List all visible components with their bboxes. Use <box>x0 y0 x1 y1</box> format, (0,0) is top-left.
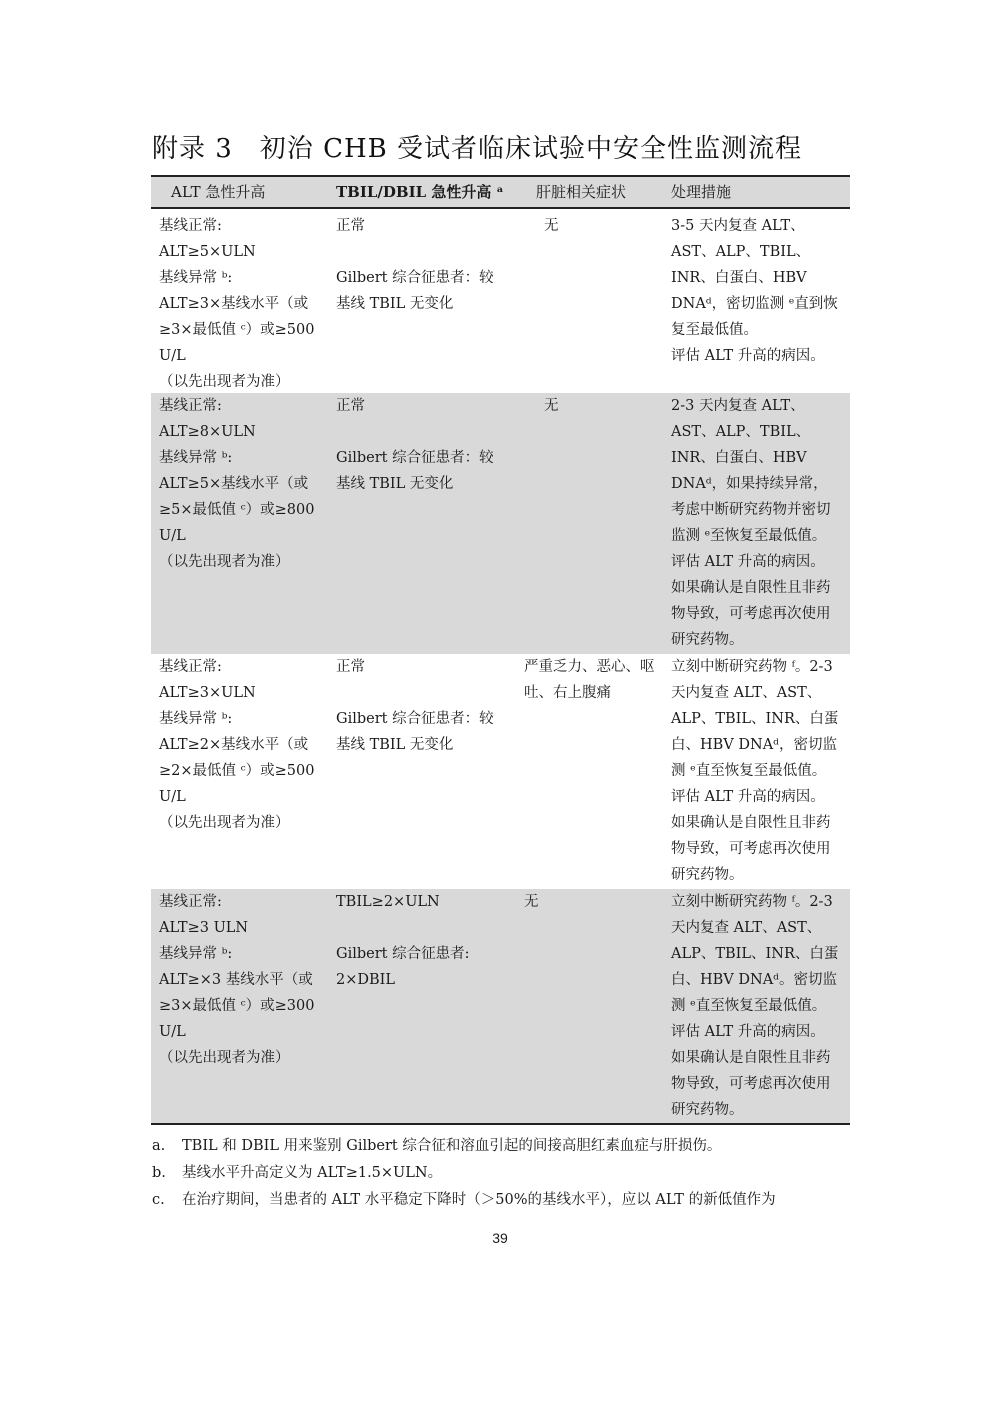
cell-line: ALP、TBIL、INR、白蛋 <box>671 946 839 962</box>
cell-line: 复至最低值。 <box>671 322 758 338</box>
cell-line: 测 ᵉ直至恢复至最低值。 <box>671 763 827 779</box>
tbil-criteria-cell <box>336 889 516 1123</box>
liver-symptoms-cell <box>516 654 671 889</box>
cell-line: （以先出现者为准） <box>159 1050 290 1066</box>
cell-line: U/L <box>159 1024 186 1040</box>
page-number: 39 <box>492 1230 508 1246</box>
cell-line: （以先出现者为准） <box>159 815 290 831</box>
cell-line: 如果确认是自限性且非药 <box>671 1050 831 1066</box>
liver-symptoms-cell <box>516 393 671 654</box>
cell-line: 基线异常 ᵇ: <box>159 450 233 466</box>
cell-line: INR、白蛋白、HBV <box>671 450 807 466</box>
alt-criteria-cell <box>151 889 336 1123</box>
cell-line: ALT≥5×基线水平（或 <box>159 476 309 492</box>
header-action: 处理措施 <box>671 183 732 201</box>
cell-line: 测 ᵉ直至恢复至最低值。 <box>671 998 827 1014</box>
cell-line: （以先出现者为准） <box>159 554 290 570</box>
cell-line: 评估 ALT 升高的病因。 <box>671 789 825 805</box>
alt-criteria-cell <box>151 654 336 889</box>
cell-line: 基线正常: <box>159 218 222 234</box>
cell-line: Gilbert 综合征患者：较 <box>336 711 494 727</box>
cell-line: ALT≥5×ULN <box>159 244 256 260</box>
cell-line: 监测 ᵉ至恢复至最低值。 <box>671 528 827 544</box>
cell-line: 立刻中断研究药物 ᶠ。2-3 <box>671 659 833 675</box>
cell-line: 天内复查 ALT、AST、 <box>671 920 822 936</box>
alt-criteria-cell <box>151 393 336 654</box>
cell-line: 评估 ALT 升高的病因。 <box>671 1024 825 1040</box>
cell-line: 基线 TBIL 无变化 <box>336 737 454 753</box>
cell-line: Gilbert 综合征患者：较 <box>336 450 494 466</box>
cell-line: 立刻中断研究药物 ᶠ。2-3 <box>671 894 833 910</box>
tbil-criteria-cell <box>336 393 516 654</box>
cell-line: 研究药物。 <box>671 867 744 883</box>
cell-line: 天内复查 ALT、AST、 <box>671 685 822 701</box>
cell-line: DNAᵈ，密切监测 ᵉ直到恢 <box>671 296 838 312</box>
cell-line: 基线异常 ᵇ: <box>159 946 233 962</box>
page-title: 附录 3 初治 CHB 受试者临床试验中安全性监测流程 <box>152 134 803 164</box>
cell-line: 如果确认是自限性且非药 <box>671 580 831 596</box>
safety-monitoring-table <box>151 175 850 1125</box>
liver-symptoms-cell <box>516 213 671 393</box>
action-cell <box>671 654 850 889</box>
footnote: b. 基线水平升高定义为 ALT≥1.5×ULN。 <box>152 1165 443 1181</box>
header-alt: ALT 急性升高 <box>171 183 266 201</box>
cell-line: AST、ALP、TBIL、 <box>671 424 811 440</box>
footnotes <box>152 1133 852 1214</box>
cell-line: ≥3×最低值 ᶜ）或≥300 <box>159 998 315 1014</box>
alt-criteria-cell <box>151 213 336 393</box>
cell-line: ALT≥3×基线水平（或 <box>159 296 309 312</box>
cell-line: ALT≥3×ULN <box>159 685 256 701</box>
cell-line: 评估 ALT 升高的病因。 <box>671 554 825 570</box>
cell-line: 物导致，可考虑再次使用 <box>671 841 831 857</box>
cell-line: U/L <box>159 789 186 805</box>
cell-line: ≥5×最低值 ᶜ）或≥800 <box>159 502 315 518</box>
cell-line <box>336 680 516 706</box>
cell-line: 无 <box>544 218 559 234</box>
cell-line: 如果确认是自限性且非药 <box>671 815 831 831</box>
cell-line: U/L <box>159 528 186 544</box>
tbil-criteria-cell <box>336 654 516 889</box>
cell-line: TBIL≥2×ULN <box>336 894 440 910</box>
cell-line: 正常 <box>336 659 365 675</box>
cell-line: 基线 TBIL 无变化 <box>336 476 454 492</box>
cell-line: ≥3×最低值 ᶜ）或≥500 <box>159 322 315 338</box>
cell-line: ALP、TBIL、INR、白蛋 <box>671 711 839 727</box>
table-row <box>151 209 850 393</box>
cell-line <box>336 915 516 941</box>
cell-line: 评估 ALT 升高的病因。 <box>671 348 825 364</box>
cell-line: 基线异常 ᵇ: <box>159 711 233 727</box>
cell-line: 基线正常: <box>159 894 222 910</box>
cell-line: 正常 <box>336 218 365 234</box>
table-row <box>151 654 850 889</box>
cell-line: 无 <box>544 398 559 414</box>
cell-line: INR、白蛋白、HBV <box>671 270 807 286</box>
cell-line: ALT≥2×基线水平（或 <box>159 737 309 753</box>
footnote: a. TBIL 和 DBIL 用来鉴别 Gilbert 综合征和溶血引起的间接高胆红素血症与肝损伤。 <box>152 1138 722 1154</box>
cell-line: ALT≥×3 基线水平（或 <box>159 972 313 988</box>
cell-line: 3-5 天内复查 ALT、 <box>671 218 805 234</box>
cell-line: Gilbert 综合征患者：较 <box>336 270 494 286</box>
action-cell <box>671 213 850 393</box>
cell-line: 白、HBV DNAᵈ，密切监 <box>671 737 837 753</box>
action-cell <box>671 393 850 654</box>
header-symptoms: 肝脏相关症状 <box>536 183 627 201</box>
tbil-criteria-cell <box>336 213 516 393</box>
cell-line: 2-3 天内复查 ALT、 <box>671 398 805 414</box>
cell-line: 严重乏力、恶心、呕 <box>524 659 655 675</box>
header-tbil: TBIL/DBIL 急性升高 ᵃ <box>336 183 504 201</box>
cell-line <box>336 419 516 445</box>
cell-line: 物导致，可考虑再次使用 <box>671 606 831 622</box>
table-row <box>151 889 850 1125</box>
cell-line: ALT≥3 ULN <box>159 920 249 936</box>
cell-line: 研究药物。 <box>671 632 744 648</box>
cell-line: 2×DBIL <box>336 972 396 988</box>
cell-line: 吐、右上腹痛 <box>524 685 611 701</box>
cell-line: 基线正常: <box>159 659 222 675</box>
cell-line: 正常 <box>336 398 365 414</box>
liver-symptoms-cell <box>516 889 671 1123</box>
cell-line: 基线正常: <box>159 398 222 414</box>
cell-line: 研究药物。 <box>671 1102 744 1118</box>
table-row <box>151 393 850 654</box>
cell-line: 无 <box>524 894 539 910</box>
cell-line: 物导致，可考虑再次使用 <box>671 1076 831 1092</box>
cell-line <box>336 239 516 265</box>
cell-line: U/L <box>159 348 186 364</box>
cell-line: 基线异常 ᵇ: <box>159 270 233 286</box>
action-cell <box>671 889 850 1123</box>
table-header-row <box>151 175 850 209</box>
cell-line: 考虑中断研究药物并密切 <box>671 502 831 518</box>
cell-line: ≥2×最低值 ᶜ）或≥500 <box>159 763 315 779</box>
cell-line: ALT≥8×ULN <box>159 424 256 440</box>
cell-line: DNAᵈ，如果持续异常， <box>671 476 828 492</box>
cell-line: 基线 TBIL 无变化 <box>336 296 454 312</box>
cell-line: AST、ALP、TBIL、 <box>671 244 811 260</box>
footnote: c. 在治疗期间，当患者的 ALT 水平稳定下降时（＞50%的基线水平），应以 ALT 的新低值作为 <box>152 1192 776 1208</box>
cell-line: （以先出现者为准） <box>159 374 290 390</box>
cell-line: 白、HBV DNAᵈ。密切监 <box>671 972 837 988</box>
cell-line: Gilbert 综合征患者: <box>336 946 470 962</box>
